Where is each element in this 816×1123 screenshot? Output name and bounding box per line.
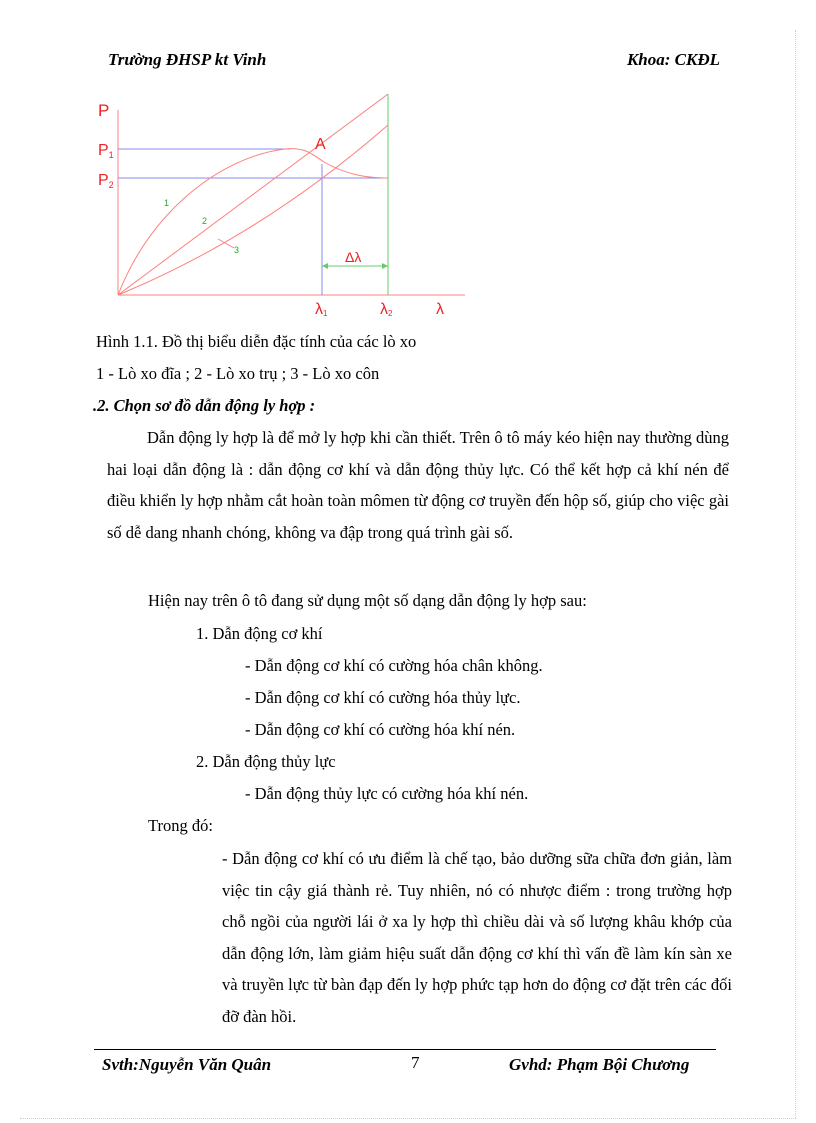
curve-3-leader (218, 239, 234, 248)
curve-1-number: 1 (164, 198, 170, 208)
list-title-mechanical: 1. Dẫn động cơ khí (196, 624, 323, 643)
lambda1-label (315, 301, 328, 318)
p1-letter: P (98, 142, 109, 159)
figure-caption-legend: 1 - Lò xo đĩa ; 2 - Lò xo trụ ; 3 - Lò xo côn (96, 364, 380, 383)
intro-paragraph: Dẫn động ly hợp là để mở ly hợp khi cần thiết. Trên ô tô máy kéo hiện nay thường dùng hai loại dẫn động là : dẫn động cơ khí và dẫn động thủy lực. Có thể kết hợp cả khí nén để điều khiển ly hợp nhằm cắt hoàn toàn mômen từ động cơ truyền đến hộp số, giúp cho việc gài số dễ dang nhanh chóng, không va đập trong quá trình gài số. (107, 428, 729, 542)
point-a-label: A (315, 136, 326, 153)
delta-arrow-right-head (382, 263, 388, 269)
header-school: Trường ĐHSP kt Vinh (108, 50, 267, 69)
p1-subscript: 1 (108, 150, 114, 160)
curve-3-cone-spring (118, 125, 388, 295)
list-title-hydraulic: 2. Dẫn động thủy lực (196, 752, 336, 771)
curve-3-number: 3 (234, 245, 240, 255)
lambda1-letter: λ (315, 301, 323, 318)
lambda2-subscript: 2 (388, 309, 393, 318)
p-axis-label: P (98, 101, 110, 120)
p1-label (98, 142, 114, 160)
list-item: - Dẫn động cơ khí có cường hóa khí nén. (245, 720, 516, 739)
footer-student: Svth:Nguyễn Văn Quân (102, 1055, 272, 1074)
lambda1-subscript: 1 (323, 309, 328, 318)
curve-1-disc-spring (118, 149, 388, 295)
lambda2-label (380, 301, 393, 318)
page-number: 7 (411, 1053, 420, 1072)
footer-rule (94, 1049, 716, 1050)
lambda2-letter: λ (380, 301, 388, 318)
spring-characteristic-figure (90, 92, 470, 324)
list-intro: Hiện nay trên ô tô đang sử dụng một số dạng dẫn động ly hợp sau: (148, 591, 587, 610)
p2-letter: P (98, 172, 109, 189)
page-edge-dotted-line (795, 30, 796, 1118)
mechanical-drive-paragraph: - Dẫn động cơ khí có ưu điểm là chế tạo, bảo dưỡng sữa chữa đơn giản, làm việc tin cậy giá thành rẻ. Tuy nhiên, nó có nhược điểm : trong trường hợp chỗ ngồi của người lái ở xa ly hợp thì chiều dài và số lượng khâu khớp của dẫn động lớn, làm giảm hiệu suất dẫn động cơ khí thì vấn đề làm kín sàn xe và truyền lực từ bàn đạp đến ly hợp phức tạp hơn do động cơ đặt trên các đối đỡ đàn hồi. (222, 849, 732, 1026)
list-item: - Dẫn động cơ khí có cường hóa chân không. (245, 656, 543, 675)
p2-subscript: 2 (108, 180, 114, 190)
figure-caption-title: Hình 1.1. Đồ thị biểu diễn đặc tính của các lò xo (96, 332, 417, 351)
trong-do-label: Trong đó: (148, 816, 213, 835)
section-heading: .2. Chọn sơ đồ dẫn động ly hợp : (93, 396, 316, 415)
delta-lambda-label: Δλ (345, 249, 362, 265)
page-bottom-dotted-line (20, 1118, 796, 1119)
curve-2-number: 2 (202, 216, 208, 226)
delta-arrow-left-head (322, 263, 328, 269)
header-faculty: Khoa: CKĐL (626, 50, 720, 69)
footer-supervisor: Gvhd: Phạm Bội Chương (509, 1055, 690, 1074)
list-item: - Dẫn động cơ khí có cường hóa thủy lực. (245, 688, 521, 707)
p2-label (98, 172, 114, 190)
lambda-axis-label: λ (436, 301, 444, 318)
list-item: - Dẫn động thủy lực có cường hóa khí nén. (245, 784, 529, 803)
